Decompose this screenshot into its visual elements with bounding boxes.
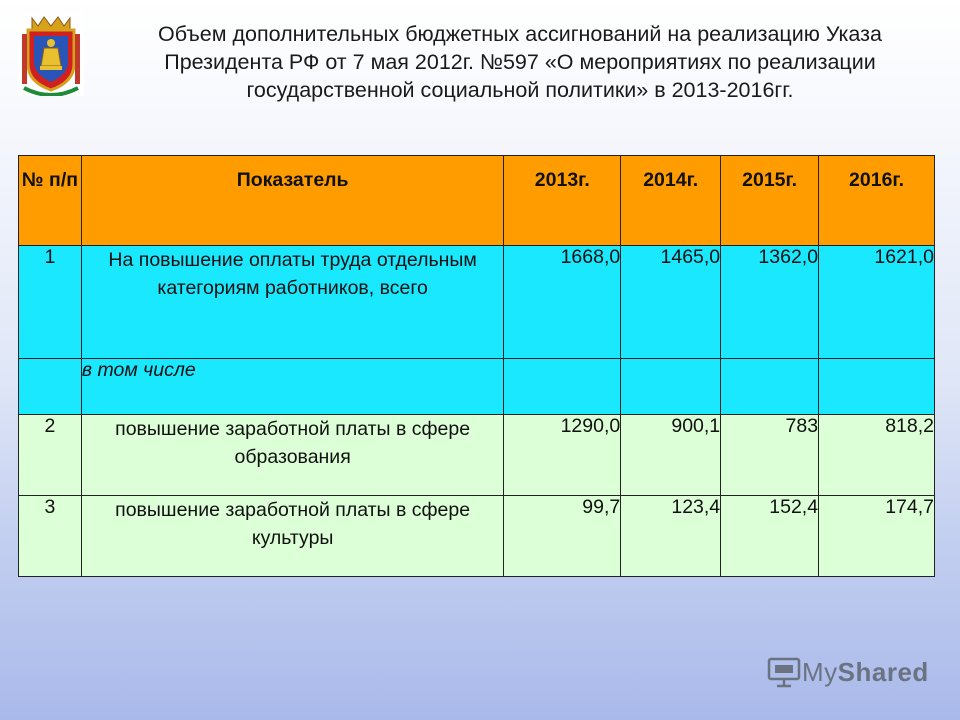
row-num: 3 xyxy=(19,496,82,577)
row-value-2016: 174,7 xyxy=(819,496,935,577)
header-num: № п/п xyxy=(19,156,82,246)
presentation-icon xyxy=(766,656,802,688)
watermark-brand-shared: Shared xyxy=(837,656,929,687)
row-value-empty xyxy=(621,359,721,415)
row-value-2016: 1621,0 xyxy=(819,246,935,359)
row-value-2016: 818,2 xyxy=(819,415,935,496)
header-2016: 2016г. xyxy=(819,156,935,246)
table-row xyxy=(19,359,935,415)
row-value-2013: 99,7 xyxy=(504,496,621,577)
table-row xyxy=(19,496,935,577)
row-value-empty xyxy=(819,359,935,415)
row-num-empty xyxy=(19,359,82,415)
row-value-2014: 1465,0 xyxy=(621,246,721,359)
header-2015: 2015г. xyxy=(721,156,819,246)
row-num: 2 xyxy=(19,415,82,496)
row-value-2015: 1362,0 xyxy=(721,246,819,359)
header-2014: 2014г. xyxy=(621,156,721,246)
slide-title: Объем дополнительных бюджетных ассигнований на реализацию Указа Президента РФ от 7 мая 2012г. №597 «О мероприятиях по реализации государственной социальной политики» в 2013-2016гг. xyxy=(158,22,882,102)
row-value-2014: 900,1 xyxy=(621,415,721,496)
budget-table xyxy=(18,155,935,577)
watermark-brand xyxy=(802,657,929,688)
row-value-2015: 783 xyxy=(721,415,819,496)
row-value-empty xyxy=(504,359,621,415)
row-value-2013: 1668,0 xyxy=(504,246,621,359)
row-indicator-subheading: в том числе xyxy=(81,359,503,415)
row-indicator: На повышение оплаты труда отдельным категориям работников, всего xyxy=(81,246,503,359)
table-row xyxy=(19,246,935,359)
header-indicator: Показатель xyxy=(81,156,503,246)
watermark xyxy=(766,656,929,688)
row-indicator: повышение заработной платы в сфере культуры xyxy=(81,496,503,577)
row-num: 1 xyxy=(19,246,82,359)
table-row xyxy=(19,415,935,496)
table-header-row xyxy=(19,156,935,246)
row-value-2014: 123,4 xyxy=(621,496,721,577)
row-value-empty xyxy=(721,359,819,415)
header-2013: 2013г. xyxy=(504,156,621,246)
watermark-brand-my: My xyxy=(802,656,838,687)
coat-of-arms-icon xyxy=(18,12,84,96)
row-value-2013: 1290,0 xyxy=(504,415,621,496)
row-value-2015: 152,4 xyxy=(721,496,819,577)
row-indicator: повышение заработной платы в сфере образования xyxy=(81,415,503,496)
